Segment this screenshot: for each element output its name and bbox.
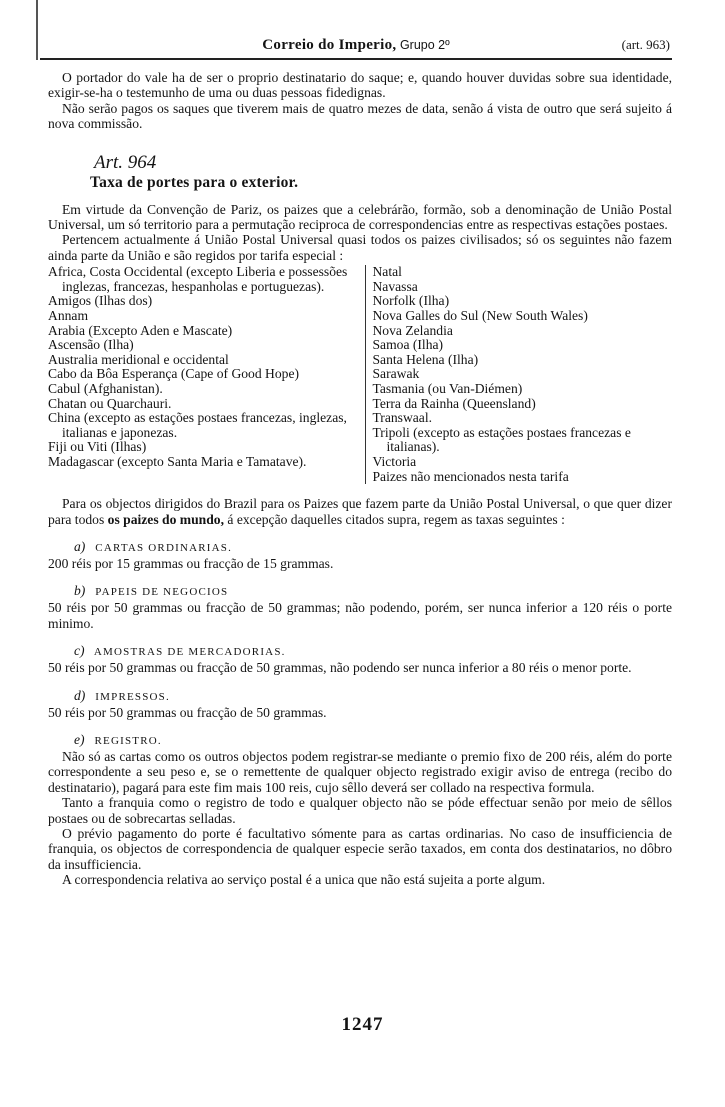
article-number: Art. 964: [94, 151, 157, 173]
rate-section-label: AMOSTRAS DE MERCADORIAS.: [93, 646, 286, 659]
country-column-right: [366, 265, 672, 484]
country-item: Tripoli (excepto as estações postaes francezas e italianas).: [372, 424, 631, 455]
registry-section: [48, 732, 672, 888]
rate-section: [48, 643, 672, 675]
rate-section-text: 50 réis por 50 grammas ou fracção de 50 grammas; não podendo, porém, ser nunca inferior a 120 réis o porte minimo.: [48, 600, 672, 631]
rate-section: [48, 583, 672, 631]
country-item: Annam: [48, 308, 89, 324]
registry-paragraph: Tanto a franquia como o registro de todo e qualquer objecto não se póde effectuar senão por meio de sêllos postaes ou de sobrecartas selladas.: [48, 795, 672, 826]
country-item: Africa, Costa Occidental (excepto Liberia e possessões inglezas, francezas, hespanholas e portuguezas).: [48, 264, 348, 294]
country-item: Sarawak: [372, 366, 420, 382]
rate-section-label: IMPRESSOS.: [95, 690, 170, 703]
rate-section-letter: a): [74, 538, 86, 554]
page-edge-mark: [36, 0, 38, 60]
country-item: Terra da Rainha (Queensland): [372, 395, 536, 411]
registry-label: REGISTRO.: [94, 735, 162, 747]
country-item: Cabo da Bôa Esperança (Cape of Good Hope): [48, 366, 300, 382]
registry-paragraph: O prévio pagamento do porte é facultativo sómente para as cartas ordinarias. No caso de insufficiencia de franquia, os objectos de correspondencia de qualquer especie serão taxados, em conta dos destinatarios, no dôbro da insufficiencia.: [48, 826, 672, 872]
article-paragraph: Em virtude da Convenção de Pariz, os paizes que a celebrárão, formão, sob a denominação de União Postal Universal, um só territorio para a permutação reciproca de correspondencias entre as respectivas estações postaes.: [48, 201, 672, 233]
page-body: [48, 70, 672, 888]
page-number: 1247: [341, 1014, 384, 1035]
country-item: Fiji ou Viti (Ilhas): [48, 439, 147, 455]
rate-section-heading: [74, 688, 672, 705]
country-item: Arabia (Excepto Aden e Mascate): [48, 322, 233, 338]
country-item: Australia meridional e occidental: [48, 351, 229, 367]
country-item: Madagascar (excepto Santa Maria e Tamatave).: [48, 453, 307, 469]
rate-section-heading: [74, 583, 672, 600]
rate-section-text: 50 réis por 50 grammas ou fracção de 50 grammas, não podendo ser nunca inferior a 80 réis o menor porte.: [48, 660, 632, 676]
country-item: Santa Helena (Ilha): [372, 351, 479, 367]
rate-section-letter: b): [74, 583, 86, 599]
header-article-reference: (art. 963): [621, 37, 670, 52]
intro-paragraph: O portador do vale ha de ser o proprio destinatario do saque; e, quando houver duvidas sobre sua identidade, exigir-se-ha o testemunho de uma ou duas pessoas fidedignas.: [48, 70, 672, 101]
country-item: Cabul (Afghanistan).: [48, 381, 163, 396]
country-item: Amigos (Ilhas dos): [48, 293, 153, 309]
country-item: Nova Galles do Sul (New South Wales): [372, 308, 588, 324]
rate-section-label: PAPEIS DE NEGOCIOS: [95, 586, 229, 599]
rate-section-text: 200 réis por 15 grammas ou fracção de 15 grammas.: [48, 555, 334, 571]
rates-intro-before: Para os objectos dirigidos do Brazil para os Paizes que fazem parte da União Postal Universal, o que quer dizer para todos: [48, 496, 672, 527]
rate-section-letter: c): [74, 643, 85, 659]
page-header: [40, 36, 672, 60]
country-item: Transwaal.: [372, 410, 433, 426]
country-item: Norfolk (Ilha): [372, 293, 450, 309]
registry-heading: [74, 732, 672, 749]
rate-section-letter: d): [74, 687, 86, 703]
rate-section-heading: [74, 643, 672, 660]
intro-paragraph: Não serão pagos os saques que tiverem mais de quatro mezes de data, senão á vista de outro que será sujeito á nova commissão.: [48, 100, 672, 132]
rates-intro-emphasis: os paizes do mundo,: [107, 511, 224, 527]
country-item: Tasmania (ou Van-Diémen): [372, 381, 523, 396]
rate-section: [48, 688, 672, 720]
country-table: [48, 265, 672, 484]
country-item: Victoria: [372, 453, 417, 469]
country-item: Nova Zelandia: [372, 322, 453, 338]
country-item: Navassa: [372, 278, 418, 294]
header-title: Correio do Imperio,: [262, 37, 397, 53]
registry-paragraph: Não só as cartas como os outros objectos podem registrar-se mediante o premio fixo de 200 réis, além do porte correspondente a seu peso e, se o remettente de qualquer objecto registrado exigir aviso de entrega (recibo do destinatario), pagará para este fim mais 100 reis, cujo sêllo deverá ser collado na respectiva formula.: [48, 749, 672, 795]
country-item: China (excepto as estações postaes francezas, inglezas, italianas e japonezas.: [48, 410, 347, 440]
country-item: Natal: [372, 264, 402, 280]
country-item: Paizes não mencionados nesta tarifa: [372, 468, 569, 484]
rate-section-label: CARTAS ORDINARIAS.: [95, 541, 233, 554]
article-title: Taxa de portes para o exterior.: [90, 173, 299, 191]
rate-section: [48, 539, 672, 571]
country-item: Chatan ou Quarchauri.: [48, 395, 172, 411]
rates-intro-paragraph: [48, 496, 672, 527]
header-group: Grupo 2º: [399, 38, 450, 52]
country-item: Ascensão (Ilha): [48, 337, 134, 353]
rates-intro-after: á excepção daquelles citados supra, regem as taxas seguintes :: [227, 511, 565, 527]
rate-section-heading: [74, 539, 672, 556]
registry-letter: e): [74, 732, 85, 747]
rate-section-text: 50 réis por 50 grammas ou fracção de 50 grammas.: [48, 704, 327, 720]
registry-paragraph: A correspondencia relativa ao serviço postal é a unica que não está sujeita a porte algum.: [62, 872, 546, 888]
country-item: Samoa (Ilha): [372, 337, 444, 353]
article-paragraph: Pertencem actualmente á União Postal Universal quasi todos os paizes civilisados; só os seguintes não fazem ainda parte da União e são regidos por tarifa especial :: [48, 232, 672, 263]
country-column-left: [48, 265, 366, 484]
